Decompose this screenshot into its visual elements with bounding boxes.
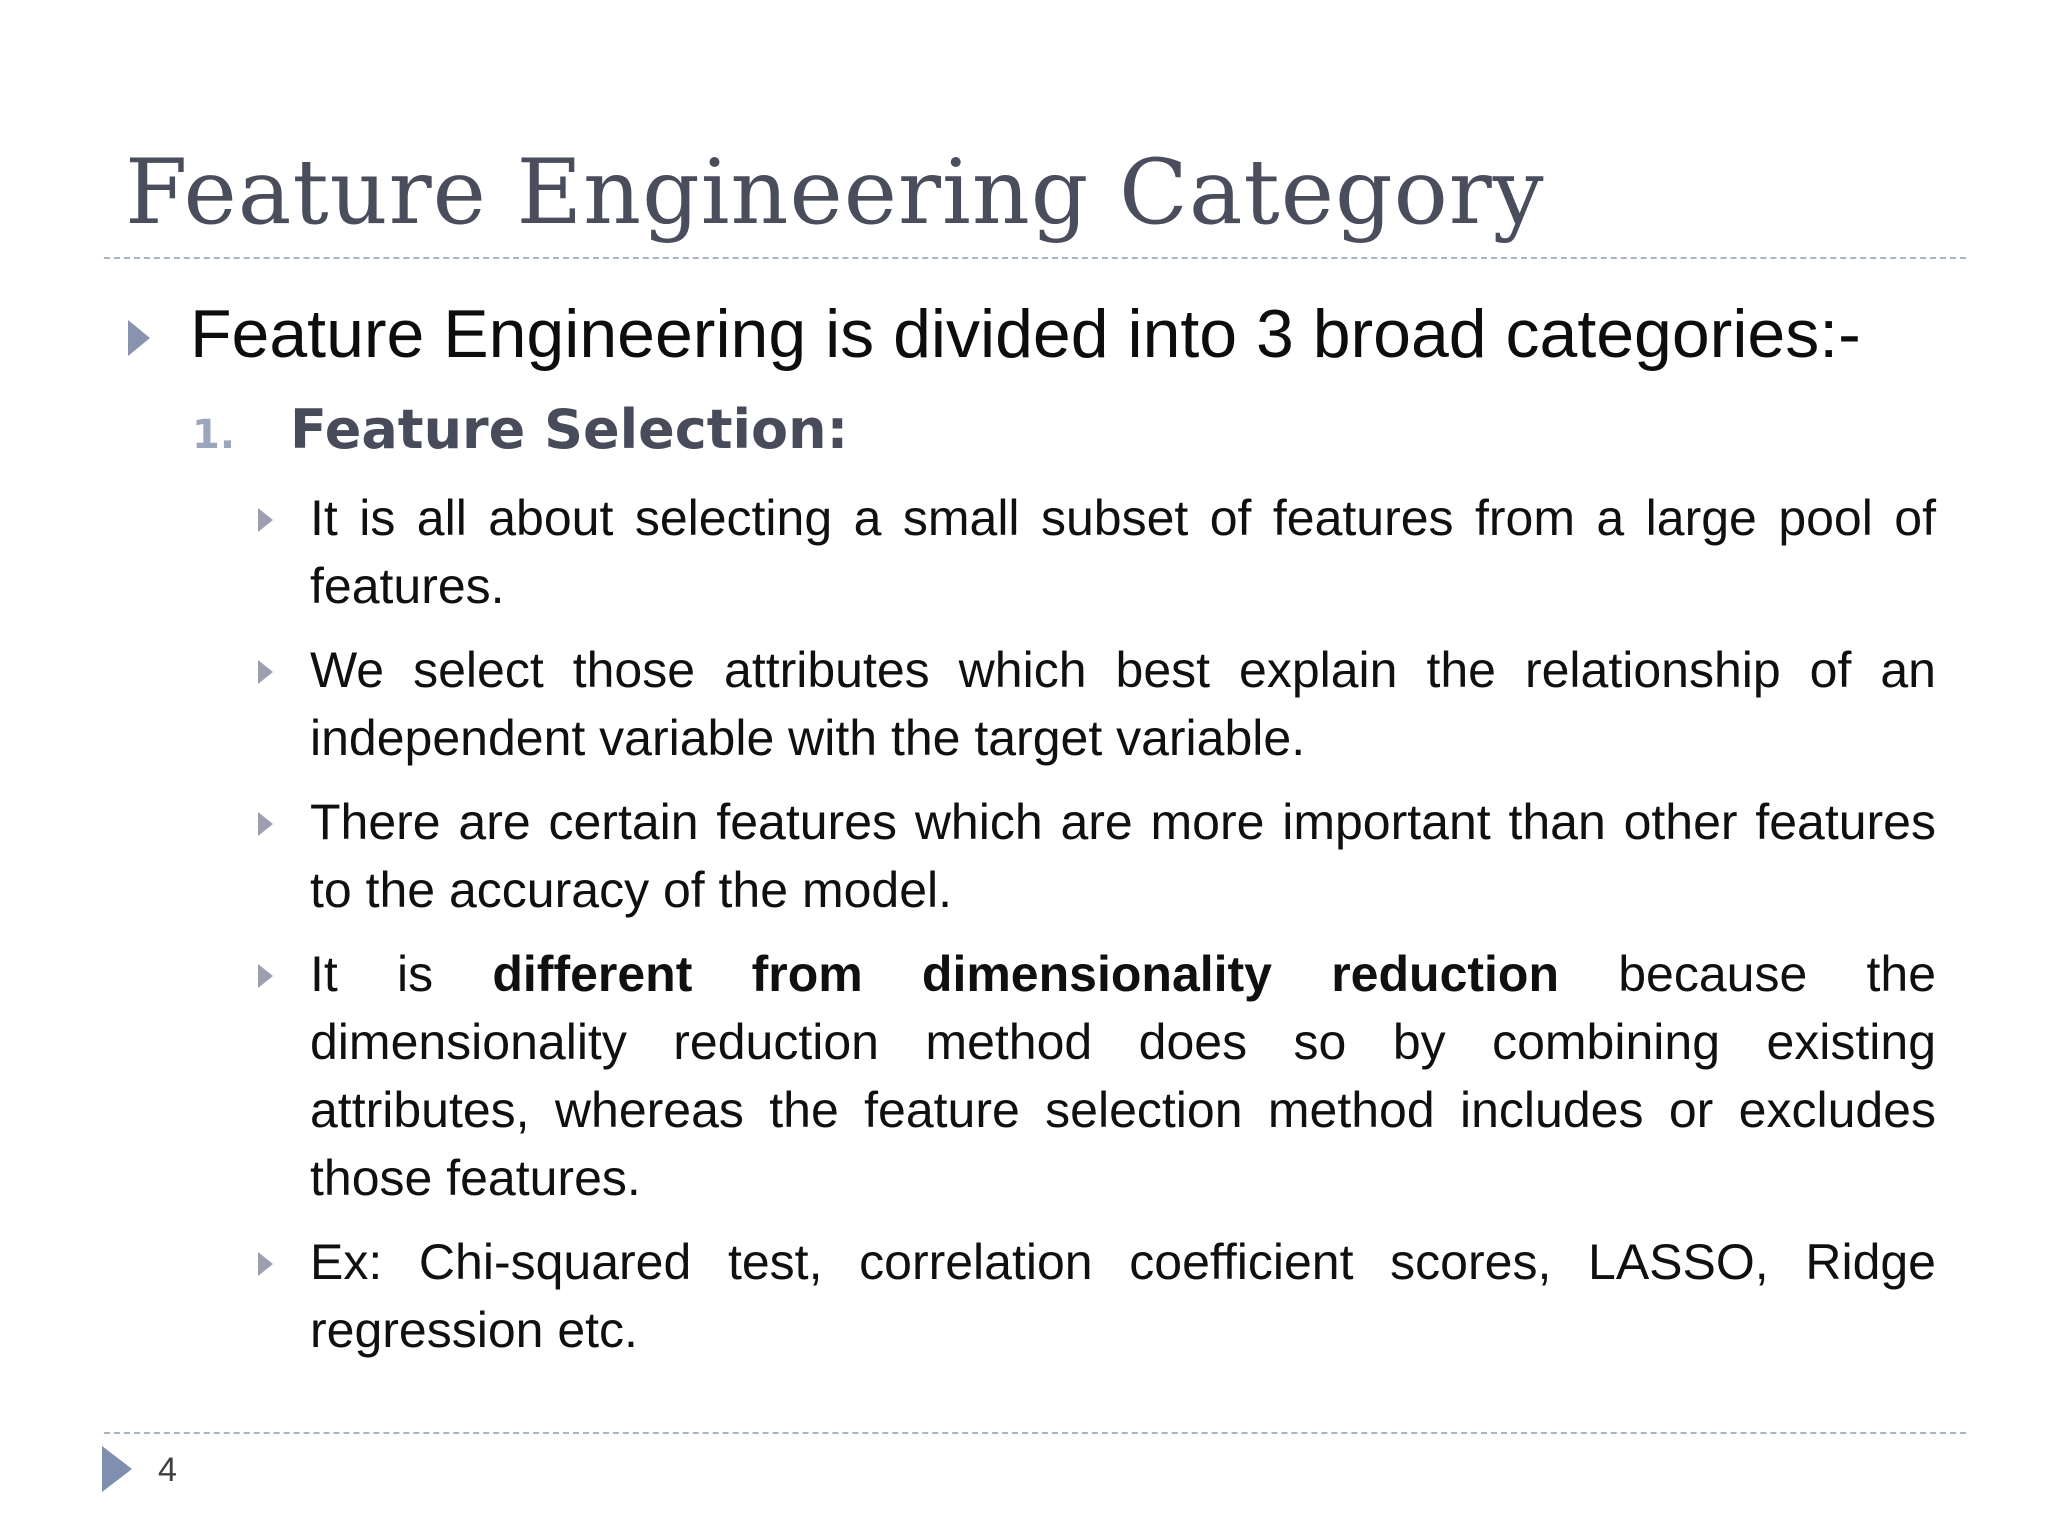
point-text-end: because the dimensionality reduction method does so by combining existing attributes, whereas the feature selection method includes or excludes those features. (310, 946, 1937, 1206)
triangle-bullet-icon (258, 484, 310, 532)
point-text-emphasis: different from dimensionality reduction (492, 946, 1560, 1002)
list-item (258, 484, 1936, 620)
point-text (310, 940, 1936, 1212)
point-list (258, 484, 1936, 1380)
triangle-bullet-icon (258, 940, 310, 988)
section-number: 1. (192, 412, 236, 458)
main-bullet (128, 292, 1968, 376)
point-text: We select those attributes which best explain the relationship of an independent variable with the target variable. (310, 642, 1936, 766)
point-text: There are certain features which are more important than other features to the accuracy of the model. (310, 794, 1936, 918)
list-item (258, 636, 1936, 772)
footer-divider (104, 1432, 1966, 1434)
point-text-start: It is (310, 946, 493, 1002)
footer-triangle-icon (102, 1446, 132, 1497)
section-heading-text: Feature Selection: (290, 398, 849, 461)
point-text: It is all about selecting a small subset of features from a large pool of features. (310, 490, 1936, 614)
section-heading (192, 390, 848, 470)
list-item (258, 1228, 1936, 1364)
list-item (258, 788, 1936, 924)
list-item (258, 940, 1936, 1212)
triangle-bullet-icon (258, 636, 310, 684)
main-bullet-text: Feature Engineering is divided into 3 broad categories:- (190, 296, 1861, 372)
triangle-bullet-icon (258, 1228, 310, 1276)
page-number: 4 (158, 1451, 177, 1489)
point-text: Ex: Chi-squared test, correlation coefficient scores, LASSO, Ridge regression etc. (310, 1234, 1936, 1358)
triangle-bullet-icon (258, 788, 310, 836)
slide-title: Feature Engineering Category (125, 140, 1545, 245)
triangle-bullet-icon (128, 292, 190, 356)
title-divider (104, 257, 1966, 259)
